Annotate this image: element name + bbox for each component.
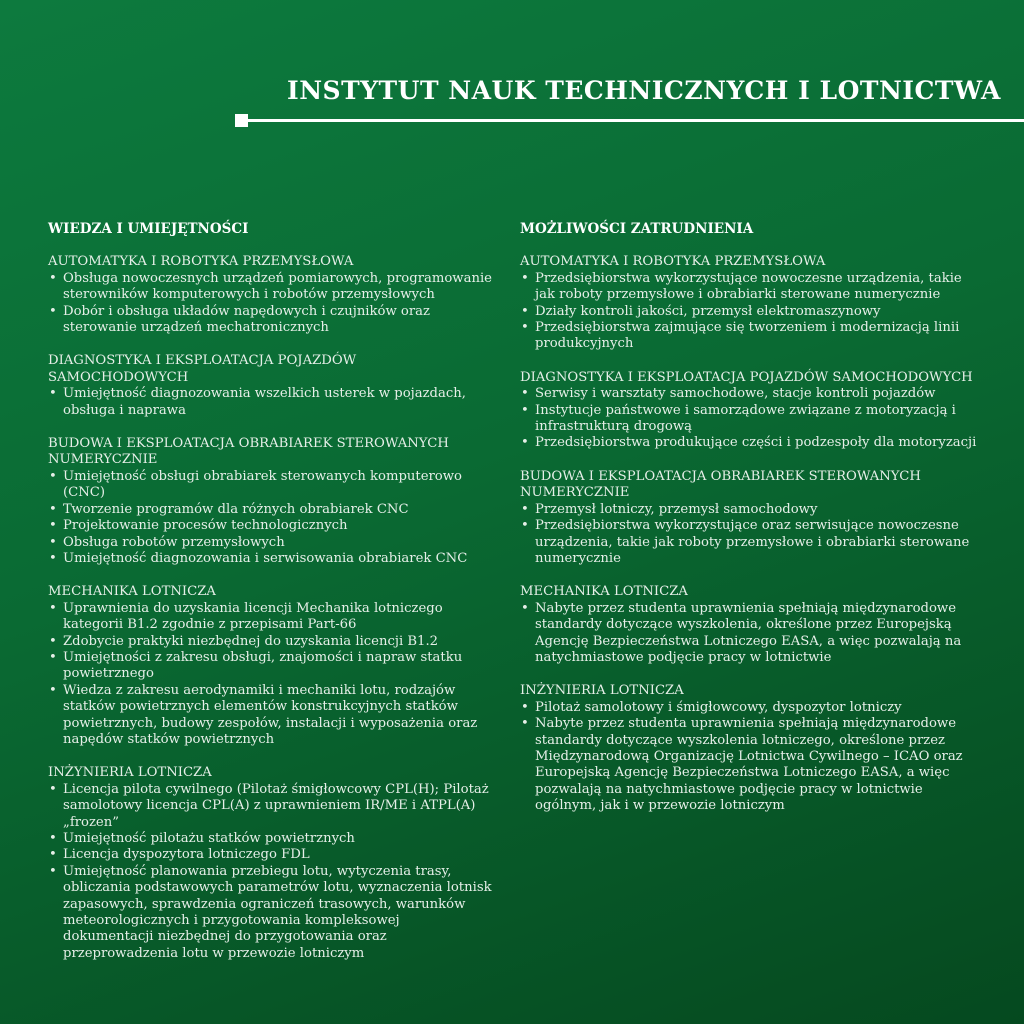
list-item: • Licencja dyspozytora lotniczego FDL: [48, 847, 493, 863]
section-mechanika: [48, 584, 493, 748]
list-item: • Instytucje państwowe i samorządowe związane z motoryzacją i infrastrukturą drogową: [520, 403, 985, 436]
list-item: • Obsługa robotów przemysłowych: [48, 535, 493, 551]
list-item: • Umiejętność diagnozowania i serwisowania obrabiarek CNC: [48, 551, 493, 567]
section-title: MECHANIKA LOTNICZA: [48, 584, 216, 600]
section-automatyka: [520, 254, 985, 352]
list-item: • Działy kontroli jakości, przemysł elektromaszynowy: [520, 304, 985, 320]
section-mechanika: [520, 584, 985, 666]
section-automatyka: [48, 254, 493, 336]
list-item: • Umiejętność pilotażu statków powietrznych: [48, 831, 493, 847]
list-item: • Uprawnienia do uzyskania licencji Mechanika lotniczego kategorii B1.2 zgodnie z przepisami Part-66: [48, 601, 493, 634]
list-item: • Projektowanie procesów technologicznych: [48, 518, 493, 534]
list-item: • Tworzenie programów dla różnych obrabiarek CNC: [48, 502, 493, 518]
left-column: [48, 221, 493, 979]
right-column: [520, 221, 985, 832]
section-title: INŻYNIERIA LOTNICZA: [48, 765, 212, 781]
list-item: • Nabyte przez studenta uprawnienia spełniają międzynarodowe standardy dotyczące wyszkolenia lotniczego, określone przez Międzynarodową Organizację Lotnictwa Cywilnego – ICAO oraz Europejską Agencję Bezpieczeństwa Lotniczego EASA, a więc pozwalają na natychmiastowe podjęcie pracy w lotnictwie ogólnym, jak i w przewozie lotniczym: [520, 716, 985, 814]
section-title: MECHANIKA LOTNICZA: [520, 584, 688, 600]
page-title: INSTYTUT NAUK TECHNICZNYCH I LOTNICTWA: [287, 76, 1001, 105]
list-item: • Wiedza z zakresu aerodynamiki i mechaniki lotu, rodzajów statków powietrznych elementów konstrukcyjnych statków powietrznych, budowy zespołów, instalacji i wyposażenia oraz napędów statków powietrznych: [48, 683, 493, 749]
list-item: • Przedsiębiorstwa produkujące części i podzespoły dla motoryzacji: [520, 435, 985, 451]
section-diagnostyka: [48, 353, 493, 419]
list-item: • Pilotaż samolotowy i śmigłowcowy, dyspozytor lotniczy: [520, 700, 985, 716]
list-item: • Licencja pilota cywilnego (Pilotaż śmigłowcowy CPL(H); Pilotaż samolotowy licencja CPL(A) z uprawnieniem IR/ME i ATPL(A) „frozen”: [48, 782, 493, 831]
section-title: BUDOWA I EKSPLOATACJA OBRABIAREK STEROWANYCH NUMERYCZNIE: [48, 436, 449, 468]
list-item: • Dobór i obsługa układów napędowych i czujników oraz sterowanie urządzeń mechatronicznych: [48, 304, 493, 337]
list-item: • Umiejętność diagnozowania wszelkich usterek w pojazdach, obsługa i naprawa: [48, 386, 493, 419]
section-title: AUTOMATYKA I ROBOTYKA PRZEMYSŁOWA: [48, 254, 354, 270]
left-heading: WIEDZA I UMIEJĘTNOŚCI: [48, 221, 249, 237]
section-title: DIAGNOSTYKA I EKSPLOATACJA POJAZDÓW SAMOCHODOWYCH: [520, 369, 973, 385]
section-inzynieria: [48, 765, 493, 962]
section-title: BUDOWA I EKSPLOATACJA OBRABIAREK STEROWANYCH NUMERYCZNIE: [520, 468, 921, 501]
list-item: • Obsługa nowoczesnych urządzeń pomiarowych, programowanie sterowników komputerowych i robotów przemysłowych: [48, 271, 493, 304]
section-title: AUTOMATYKA I ROBOTYKA PRZEMYSŁOWA: [520, 254, 826, 270]
list-item: • Umiejętność planowania przebiegu lotu, wytyczenia trasy, obliczania podstawowych parametrów lotu, wyznaczenia lotnisk zapasowych, sprawdzenia ograniczeń trasowych, warunków meteorologicznych i przygotowania kompleksowej dokumentacji niezbędnej do przygotowania oraz przeprowadzenia lotu w przewozie lotniczym: [48, 864, 493, 962]
title-rule: [247, 119, 1024, 122]
section-inzynieria: [520, 683, 985, 814]
list-item: • Nabyte przez studenta uprawnienia spełniają międzynarodowe standardy dotyczące wyszkolenia, określone przez Europejską Agencję Bezpieczeństwa Lotniczego EASA, a więc pozwalają na natychmiastowe podjęcie pracy w lotnictwie: [520, 601, 985, 667]
section-title: INŻYNIERIA LOTNICZA: [520, 683, 684, 699]
list-item: • Przedsiębiorstwa zajmujące się tworzeniem i modernizacją linii produkcyjnych: [520, 320, 985, 353]
list-item: • Przemysł lotniczy, przemysł samochodowy: [520, 502, 985, 518]
section-title: DIAGNOSTYKA I EKSPLOATACJA POJAZDÓW SAMOCHODOWYCH: [48, 353, 357, 385]
list-item: • Umiejętności z zakresu obsługi, znajomości i napraw statku powietrznego: [48, 650, 493, 683]
list-item: • Przedsiębiorstwa wykorzystujące oraz serwisujące nowoczesne urządzenia, takie jak roboty przemysłowe i obrabiarki sterowane numerycznie: [520, 518, 985, 567]
list-item: • Zdobycie praktyki niezbędnej do uzyskania licencji B1.2: [48, 634, 493, 650]
section-diagnostyka: [520, 370, 985, 452]
section-budowa: [48, 436, 493, 567]
list-item: • Serwisy i warsztaty samochodowe, stacje kontroli pojazdów: [520, 386, 985, 402]
right-heading: MOŻLIWOŚCI ZATRUDNIENIA: [520, 221, 754, 237]
list-item: • Przedsiębiorstwa wykorzystujące nowoczesne urządzenia, takie jak roboty przemysłowe i obrabiarki sterowane numerycznie: [520, 271, 985, 304]
list-item: • Umiejętność obsługi obrabiarek sterowanych komputerowo (CNC): [48, 469, 493, 502]
section-budowa: [520, 469, 985, 567]
